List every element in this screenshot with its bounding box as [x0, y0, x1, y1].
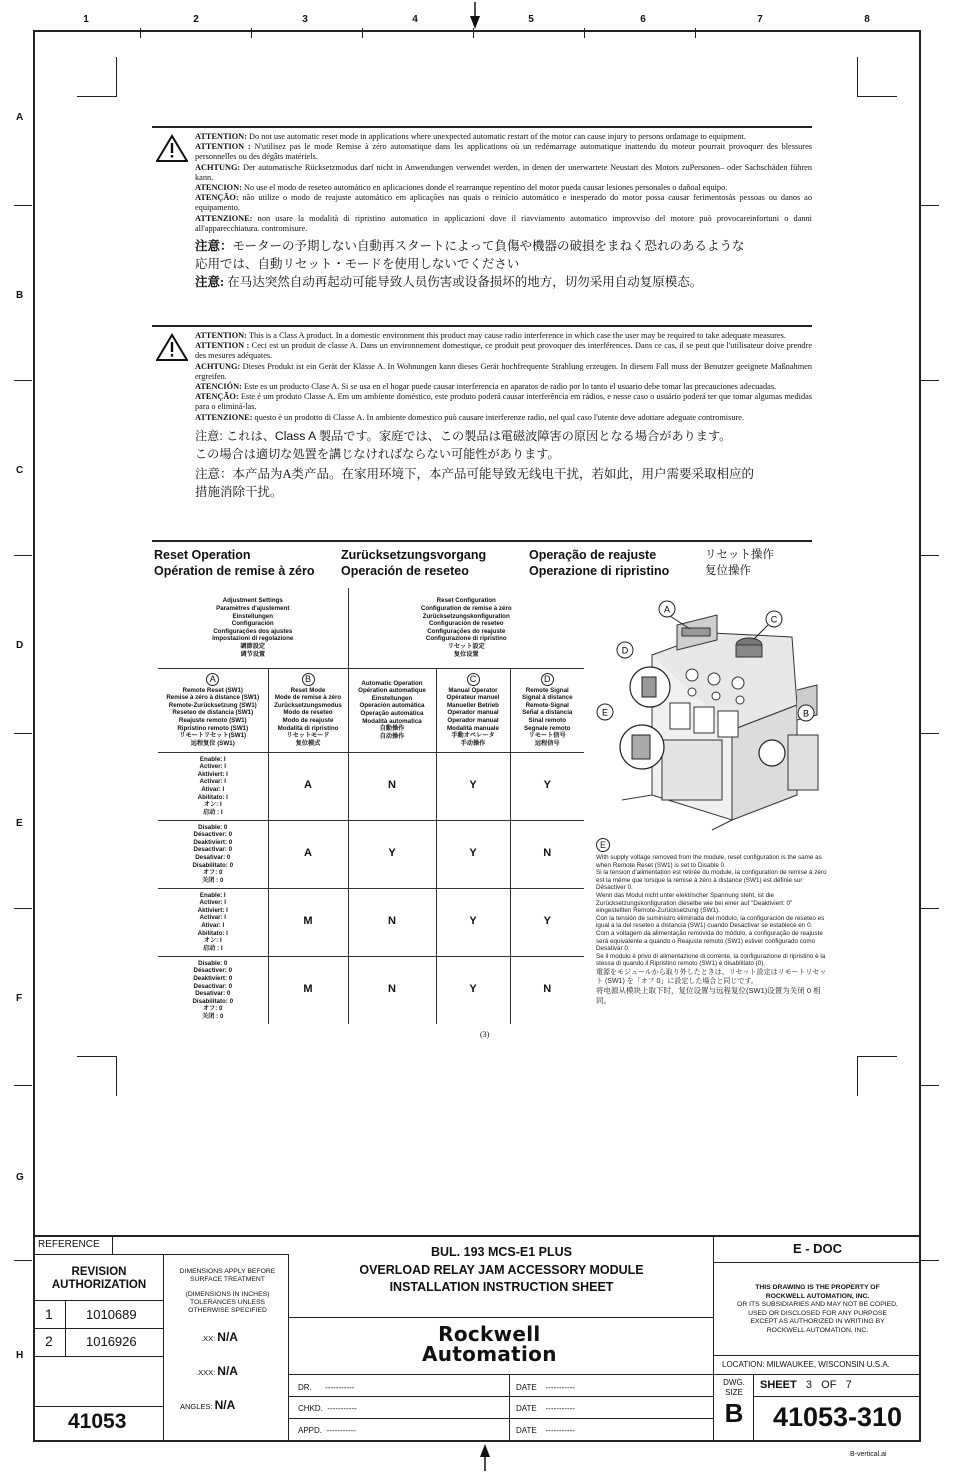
- header-line: Remote-Zurücksetzung (SW1): [168, 701, 257, 709]
- header-line: リモート信号: [528, 732, 566, 740]
- header-line: Einstellungen: [232, 612, 274, 620]
- adjustment-settings-header: [158, 588, 348, 668]
- header-line: Reseteo de distancia (SW1): [172, 709, 254, 717]
- header-line: Configurações do reajuste: [427, 627, 506, 635]
- revision-authorization-label: REVISION AUTHORIZATION: [51, 1266, 147, 1291]
- header-line: Ativar: I: [201, 786, 225, 793]
- attention-class-a: [152, 325, 812, 540]
- crop-mark-bottom-right: [857, 1056, 897, 1096]
- header-line: Opération automatique: [358, 687, 426, 695]
- table-row: [158, 956, 584, 1024]
- header-line: Ativar: I: [201, 922, 225, 929]
- cell-c3: Y: [510, 752, 584, 820]
- header-line: Modalità automatica: [362, 717, 422, 725]
- header-line: Sinal remoto: [528, 717, 566, 724]
- row-tick: [921, 555, 939, 556]
- attention2-jp-2: この場合は適切な処置を講じなければならない可能性があります。: [195, 446, 560, 461]
- cell-c2: Y: [436, 888, 510, 956]
- note-e-de: Wenn das Modul nicht unter elektrischer Spannung steht, ist die Zurücksetzungskonfiguration dieselbe wie bei einer auf "Deaktiviert: 0" eingestellten Remote-Zurücksetzung (SW1).: [596, 891, 793, 915]
- attention2-en: ATTENTION: This is a Class A product. In a domestic environment this product may cause radio interference in which case the user may be required to take adequate measures.: [195, 331, 786, 340]
- header-line: Ripristino remoto (SW1): [177, 724, 249, 732]
- header-line: Reajuste remoto (SW1): [178, 717, 247, 724]
- cell-mode: A: [268, 820, 348, 888]
- header-line: Paramètres d'ajustement: [216, 604, 290, 612]
- row-tick: [921, 733, 939, 734]
- note-e-it: Se il modulo è privo di alimentazione di corrente, la configurazione di ripristino è la stessa di quando il Ripristino remoto (SW1) è disabilitato (0).: [596, 952, 826, 968]
- heading-cjk: リセット操作 复位操作: [705, 549, 774, 577]
- header-line: 关闭 : 0: [202, 1013, 224, 1021]
- center-arrow-top: [468, 2, 482, 30]
- dr-date: DATE -----------: [516, 1383, 575, 1392]
- column-marker-3: 3: [302, 14, 308, 25]
- attention2-jp: 注意: これは、Class A 製品です。家庭では、この製品は電磁波障害の原因となる場合があります。: [195, 428, 732, 443]
- note-e-pt: Com a voltagem da alimentação removida do módulo, a configuração de reajuste será equivalente a quando o Reajuste remoto (SW1) estiver configurado como Desativar 0.: [596, 929, 823, 953]
- column-tick: [251, 28, 252, 38]
- attention-jp-2: 応用では、自動リセット・モードを使用しないでください: [195, 257, 520, 272]
- cell-c3: Y: [510, 888, 584, 956]
- header-line: オン: I: [203, 937, 222, 945]
- header-line: Deaktiviert: 0: [193, 838, 233, 846]
- attention-automatic-reset: [152, 126, 812, 326]
- page-number: (3): [480, 1030, 490, 1039]
- row-marker-C: C: [16, 465, 24, 476]
- reset-configuration-table: [158, 588, 584, 1024]
- col-remote-signal: [510, 668, 584, 752]
- header-line: Remote Signal: [525, 686, 569, 694]
- crop-mark-top-right: [857, 57, 897, 97]
- row-tick: [14, 1085, 32, 1086]
- header-line: Desativar: 0: [195, 990, 231, 998]
- header-line: Desactivar: 0: [193, 846, 233, 854]
- crop-mark-bottom-left: [77, 1056, 117, 1096]
- row-tick: [921, 1260, 939, 1261]
- header-line: Configuración de reseteo: [428, 620, 504, 628]
- tolerance-angles: ANGLES: N/A: [180, 1398, 236, 1412]
- callout-d: D: [621, 645, 629, 656]
- header-line: Opérateur manuel: [446, 694, 500, 702]
- header-line: Desactivar: 0: [193, 982, 233, 990]
- attention-bottom-rule: [152, 540, 812, 542]
- col-automatic-operation: [348, 668, 436, 752]
- cell-c1: N: [348, 888, 436, 956]
- column-marker-5: 5: [528, 14, 534, 25]
- header-line: 关闭 : 0: [202, 876, 224, 884]
- cell-c2: Y: [436, 820, 510, 888]
- rev1-number: 1: [45, 1306, 53, 1322]
- header-line: 調節設定: [240, 642, 266, 650]
- header-line: Einstellungen: [371, 694, 413, 702]
- header-line: Enable: I: [199, 755, 226, 763]
- rev1-value: 1010689: [86, 1307, 137, 1322]
- header-line: Désactiver: 0: [193, 831, 233, 839]
- edoc-label: E - DOC: [792, 1241, 843, 1256]
- header-line: Configurações dos ajustes: [213, 627, 293, 635]
- cell-c2: Y: [436, 956, 510, 1024]
- chkd-date: DATE -----------: [516, 1404, 575, 1413]
- column-tick: [140, 28, 141, 38]
- column-marker-2: 2: [193, 14, 199, 25]
- row-marker-H: H: [16, 1350, 24, 1361]
- column-marker-8: 8: [864, 14, 870, 25]
- attention-es: ATENCION: No use el modo de reseteo automático en aplicaciones donde el rearranque repentino del motor pueda causar lesiones personales o dañoal equipo.: [195, 183, 728, 193]
- header-line: Segnale remoto: [524, 724, 571, 732]
- attention-jp: 注意：モーターの予期しない自動再スタートによって負傷や機器の破損をまねく恐れのあるような: [195, 239, 745, 254]
- header-line: 自動操作: [379, 725, 405, 733]
- header-line: 启动 : I: [202, 944, 223, 952]
- cell-c1: Y: [348, 820, 436, 888]
- disable-setting: [158, 956, 268, 1024]
- column-marker-7: 7: [757, 14, 763, 25]
- note-e: [596, 838, 828, 1006]
- callout-b: B: [302, 673, 315, 686]
- appd-label: APPD. -----------: [298, 1426, 356, 1435]
- sheet-info: SHEET 3 OF 7: [760, 1379, 852, 1391]
- callout-e: E: [601, 707, 609, 718]
- header-line: Deaktiviert: 0: [193, 975, 233, 983]
- cell-c1: N: [348, 752, 436, 820]
- row-marker-F: F: [16, 993, 23, 1004]
- attention-de: ACHTUNG: Der automatische Rücksetzmodus darf nicht in Anwendungen verwendet werden, in denen der unerwartete Neustart des Motors zuPersonen– oder Sachschäden führen kann.: [195, 162, 812, 182]
- rockwell-automation-logo: Rockwell Automation: [422, 1322, 557, 1366]
- file-name: B-vertical.ai: [850, 1451, 887, 1458]
- callout-a: A: [206, 673, 219, 686]
- rev2-value: 1016926: [86, 1334, 137, 1349]
- drawing-number: 41053-310: [772, 1402, 903, 1432]
- header-line: リセットモード: [286, 732, 330, 740]
- blank-rev-area: [33, 1357, 164, 1407]
- col-manual-operator: [436, 668, 510, 752]
- header-line: Activar: I: [199, 778, 226, 786]
- header-line: Modalità manuale: [447, 724, 499, 732]
- row-tick: [921, 1085, 939, 1086]
- header-line: Aktiviert: I: [197, 770, 228, 778]
- header-line: Configurazione di ripristino: [425, 635, 507, 643]
- dr-label: DR. -----------: [298, 1383, 355, 1392]
- header-line: Aktiviert: I: [197, 906, 228, 914]
- header-line: 自动操作: [379, 732, 405, 740]
- header-line: Activer: I: [199, 763, 226, 771]
- table-row: [158, 888, 584, 956]
- crop-mark-top-left: [77, 57, 117, 97]
- header-line: リセット設定: [447, 642, 485, 650]
- callout-a: A: [663, 604, 671, 615]
- cell-mode: M: [268, 888, 348, 956]
- header-line: オフ: 0: [203, 869, 223, 877]
- header-line: Adjustment Settings: [222, 597, 283, 605]
- header-line: Zurücksetzungsmodus: [274, 701, 342, 709]
- header-line: Remise à zéro à distance (SW1): [166, 694, 260, 702]
- column-tick: [695, 28, 696, 38]
- doc-number: 41053: [68, 1410, 127, 1433]
- reference-label: REFERENCE: [38, 1239, 100, 1250]
- property-notice: THIS DRAWING IS THE PROPERTY OF ROCKWELL AUTOMATION, INC. OR ITS SUBSIDIARIES AND MAY NOT BE COPIED, USED OR DISCLOSED FOR ANY PURPOSE EXCEPT AS AUTHORIZED IN WRITING BY ROCKWELL AUTOMATION, INC.: [737, 1284, 898, 1334]
- reset-configuration-header: [348, 588, 584, 668]
- column-tick: [584, 28, 585, 38]
- row-tick: [921, 205, 939, 206]
- header-line: Activar: I: [199, 914, 226, 922]
- attention2-cn-2: 措施消除干扰。: [195, 484, 283, 499]
- attention2-fr: ATTENTION : Ceci est un produit de classe A. Dans un environnement domestique, ce produit peut provoquer des interférences. Dans ce cas, il se peut que l'utilisateur doive prendre des mesures adéquates.: [195, 341, 812, 361]
- attention-fr: ATTENTION : N'utilisez pas le mode Remise à zéro automatique dans les applications où un redémarrage automatique inattendu du moteur pourrait provoquer des blessures personnelles ou des dégâts matériels.: [195, 142, 812, 162]
- reference-value: [113, 1235, 289, 1255]
- chkd-label: CHKD. -----------: [298, 1404, 357, 1413]
- table-row: [158, 752, 584, 820]
- header-line: Disabilitato: 0: [192, 997, 234, 1005]
- row-tick: [921, 908, 939, 909]
- row-tick: [14, 908, 32, 909]
- callout-c: C: [467, 673, 480, 686]
- row-marker-B: B: [16, 290, 24, 301]
- header-line: リモートリセット(SW1): [179, 732, 247, 740]
- column-marker-1: 1: [83, 14, 89, 25]
- attention2-pt: ATENÇÃO: Este é um produto Classe A. Em um ambiente doméstico, este produto poderá causar interferência em rádios, e nesse caso o usuário poderá ter que tomar algumas medidas para o eliminá-las.: [195, 392, 812, 412]
- header-line: Remote Reset (SW1): [182, 686, 243, 694]
- header-line: Automatic Operation: [361, 679, 423, 687]
- row-tick: [14, 555, 32, 556]
- header-line: Abilitato: I: [197, 929, 228, 937]
- attention2-cn: 注意：本产品为A类产品。在家用环境下，本产品可能导致无线电干扰，若如此，用户需要采取相应的: [195, 466, 755, 481]
- cell-c2: Y: [436, 752, 510, 820]
- header-line: Manueller Betrieb: [447, 701, 499, 709]
- header-line: 手動オペレータ: [451, 732, 495, 740]
- cell-c3: N: [510, 956, 584, 1024]
- cell-c3: N: [510, 820, 584, 888]
- header-line: Señal a distancia: [522, 709, 573, 717]
- heading-zuruecksetzung: Zurücksetzungsvorgang Operación de reseteo: [341, 548, 487, 578]
- header-line: Désactiver: 0: [193, 967, 233, 975]
- header-line: Enable: I: [199, 891, 226, 899]
- column-marker-6: 6: [640, 14, 646, 25]
- col-remote-reset: [158, 668, 268, 752]
- tolerance-xxx: .XXX: N/A: [196, 1364, 238, 1378]
- header-line: Operador manual: [447, 717, 499, 724]
- enable-setting: [158, 888, 268, 956]
- header-line: オフ: 0: [203, 1005, 223, 1013]
- attention-cn: 注意: 在马达突然自动再起动可能导致人员伤害或设备损坏的地方，切勿采用自动复原模态。: [195, 275, 703, 290]
- header-line: Operación automática: [359, 702, 425, 710]
- callout-b: B: [802, 708, 810, 719]
- header-line: 复位模式: [295, 739, 321, 747]
- header-line: Manual Operator: [448, 686, 498, 694]
- note-e-callout: E: [596, 838, 610, 852]
- header-line: Configuration de remise à zéro: [420, 604, 512, 612]
- attention-it: ATTENZIONE: non usare la modalità di ripristino automatico in applicazioni dove il riavviamento automatico improvviso del motore può provocareinfortuni o danni all'apparecchiatura. contromisure.: [195, 213, 812, 233]
- header-line: Reset Mode: [290, 686, 326, 694]
- header-line: Mode de remise à zéro: [274, 694, 342, 702]
- row-tick: [14, 1260, 32, 1261]
- cell-c1: N: [348, 956, 436, 1024]
- row-tick: [14, 733, 32, 734]
- header-line: Signal à distance: [521, 694, 573, 702]
- header-line: Modo de reajuste: [282, 717, 334, 724]
- row-marker-G: G: [16, 1172, 24, 1183]
- header-line: Desativar: 0: [195, 854, 231, 861]
- dwg-size-label: DWG. SIZE: [723, 1378, 745, 1397]
- attention2-es: ATENCIÓN: Este es un producto Clase A. Si se usa en el hogar puede causar interferencia en aparatos de radio por lo tanto el usuario debe tomar las precauciones adecuadas.: [195, 382, 777, 392]
- header-line: Activer: I: [199, 899, 226, 907]
- heading-reset-operation: Reset Operation Opération de remise à zéro: [154, 548, 315, 578]
- warning-triangle-icon: [156, 134, 188, 162]
- header-line: Configuración: [231, 620, 274, 628]
- drawing-title: BUL. 193 MCS-E1 PLUS OVERLOAD RELAY JAM ACCESSORY MODULE INSTALLATION INSTRUCTION SHEET: [359, 1245, 644, 1294]
- column-marker-4: 4: [412, 14, 418, 25]
- header-line: Abilitato: I: [197, 793, 228, 801]
- note-e-cn: 将电源从模块上取下时，复位设置与远程复位(SW1)设置为关闭 0 相同。: [596, 985, 821, 1005]
- header-line: 手动操作: [460, 739, 486, 747]
- header-line: Modo de reseteo: [283, 709, 333, 717]
- header-line: Reset Configuration: [436, 597, 496, 605]
- relay-module-illustration: [592, 595, 824, 835]
- dimensions-note-2: (DIMENSIONS IN INCHES) TOLERANCES UNLESS OTHERWISE SPECIFIED: [185, 1291, 270, 1314]
- header-line: Modalità di ripristino: [277, 724, 339, 732]
- dimensions-note-1: DIMENSIONS APPLY BEFORE SURFACE TREATMENT: [179, 1268, 276, 1283]
- header-line: 启动 : I: [202, 808, 223, 816]
- cell-mode: M: [268, 956, 348, 1024]
- header-line: Disable: 0: [198, 823, 228, 831]
- note-e-jp: 電源をモジュールから取り外したときは、リセット設定はリモートリセット (SW1) を「オフ 0」に設定した場合と同じです。: [596, 968, 827, 985]
- header-line: 调节设置: [240, 650, 266, 658]
- date-divider: [509, 1375, 510, 1442]
- header-line: 远程复位 (SW1): [190, 739, 235, 747]
- column-tick: [362, 28, 363, 38]
- callout-c: C: [770, 614, 778, 625]
- header-line: 复位设置: [453, 650, 479, 658]
- col-reset-mode: [268, 668, 348, 752]
- note-e-en: With supply voltage removed from the module, reset configuration is the same as when Remote Reset (SW1) is set to Disable 0.: [596, 854, 822, 869]
- row-marker-A: A: [16, 112, 24, 123]
- header-line: オン: I: [203, 801, 222, 809]
- attention-pt: ATENÇÃO: não utilize o modo de reajuste automático em aplicações nas quais o reinício automático e inesperado do motor possa causar ferimentosàs pessoas ou danos ao equipamento.: [195, 193, 812, 213]
- attention-en: ATTENTION: Do not use automatic reset mode in applications where unexpected automatic restart of the motor can cause injury to persons ordamage to equipment.: [195, 132, 746, 141]
- attention2-it: ATTENZIONE: questo è un prodotto di Classe A. In ambiente domestico può causare interferenze radio, nel qual caso l'utente deve adottare adeguate contromisure.: [195, 412, 745, 422]
- center-arrow-bottom: [478, 1443, 492, 1471]
- header-line: Zurücksetzungskonfiguration: [422, 612, 510, 620]
- enable-setting: [158, 752, 268, 820]
- cell-mode: A: [268, 752, 348, 820]
- heading-operacao: Operação de reajuste Operazione di ripristino: [529, 548, 670, 578]
- callout-d: D: [541, 673, 554, 686]
- disable-setting: [158, 820, 268, 888]
- header-line: 远程信号: [534, 739, 560, 747]
- row-marker-D: D: [16, 640, 24, 651]
- row-tick: [14, 380, 32, 381]
- header-line: Remote-Signal: [525, 701, 569, 709]
- size-value: B: [724, 1398, 744, 1428]
- header-line: Disable: 0: [198, 959, 228, 967]
- attention2-de: ACHTUNG: Dieses Produkt ist ein Gerät der Klasse A. In Wohnungen kann dieses Gerät hochfrequente Strahlung erzeugen. In diesem Fall muss der Benutzer geeignete Maßnahmen ergreifen.: [195, 361, 812, 381]
- header-line: Disabilitato: 0: [192, 861, 234, 869]
- tolerance-xx: .XX: N/A: [201, 1330, 238, 1344]
- header-line: Impostazioni di regolazione: [212, 635, 294, 643]
- note-e-fr: Si la tension d'alimentation est retirée du module, la configuration de remise à zéro est la même que lorsque la remise à zéro à distance (SW1) est définie sur Désactiver 0.: [596, 869, 827, 892]
- appd-date: DATE -----------: [516, 1426, 575, 1435]
- table-row: [158, 820, 584, 888]
- row-tick: [921, 380, 939, 381]
- note-e-es: Con la tensión de suministro eliminada del módulo, la configuración de reseteo es igual a la del reseteo a distancia (SW1) cuando Desactivar se establece en 0.: [596, 914, 825, 930]
- row-tick: [14, 205, 32, 206]
- header-line: Operação automática: [360, 710, 424, 717]
- warning-triangle-icon: [156, 333, 188, 361]
- header-line: Operador manual: [447, 709, 499, 717]
- location: LOCATION: MILWAUKEE, WISCONSIN U.S.A.: [722, 1360, 890, 1369]
- row-marker-E: E: [16, 818, 23, 829]
- rev2-number: 2: [45, 1333, 53, 1349]
